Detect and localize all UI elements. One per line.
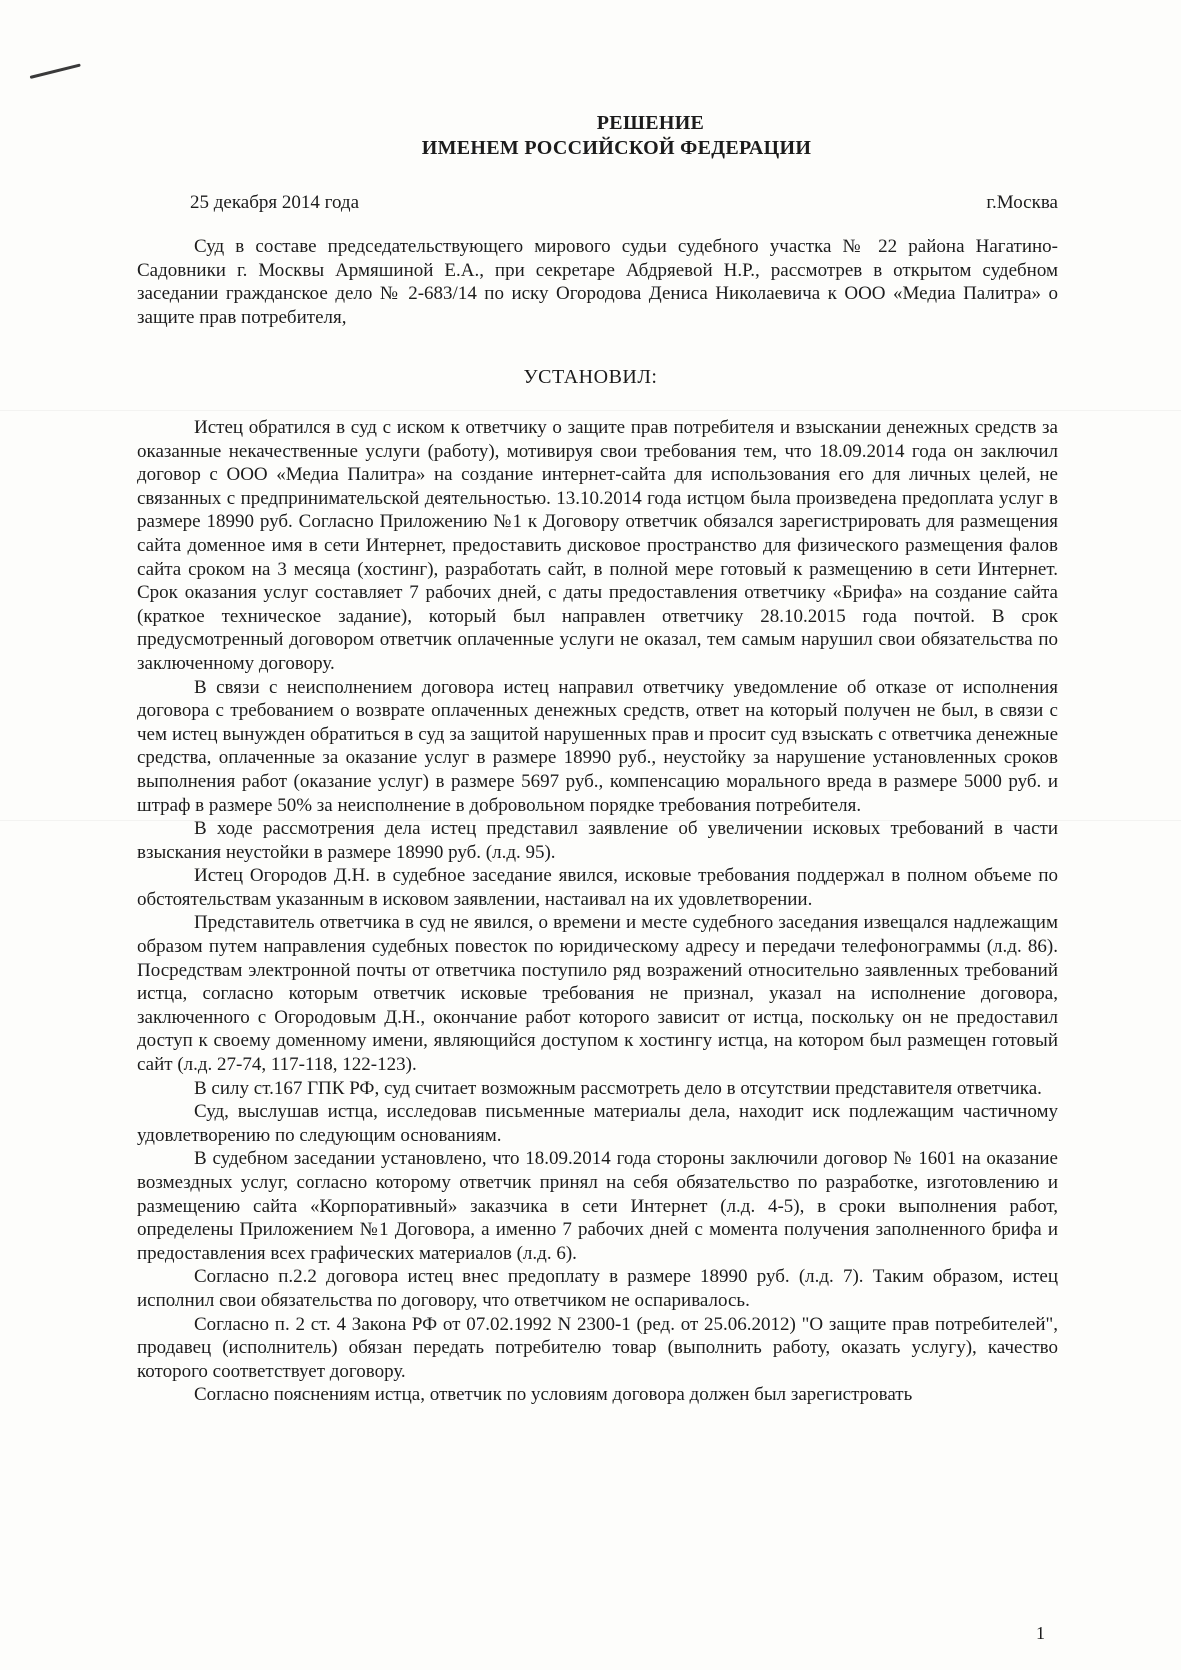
date-line <box>190 192 1058 214</box>
paragraph: Согласно п. 2 ст. 4 Закона РФ от 07.02.1992 N 2300-1 (ред. от 25.06.2012) "О защите прав потребителей", продавец (исполнитель) обязан передать потребителю товар (выполнить работу, оказать услугу), качество которого соответствует договору. <box>137 1313 1058 1382</box>
paragraph: Истец обратился в суд с иском к ответчику о защите прав потребителя и взыскании денежных средств за оказанные некачественные услуги (работу), мотивируя свои требования тем, что 18.09.2014 года он заключил договор с ООО «Медиа Палитра» на создание интернет-сайта для использования его для личных целей, не связанных с предпринимательской деятельностью. 13.10.2014 года истцом была произведена предоплата услуг в размере 18990 руб. Согласно Приложению №1 к Договору ответчик обязался зарегистрировать для размещения сайта доменное имя в сети Интернет, предоставить дисковое пространство для физического размещения фалов сайта сроком на 3 месяца (хостинг), разработать сайт, в полной мере готовый к размещению в сети Интернет. Срок оказания услуг составляет 7 рабочих дней, с даты предоставления ответчику «Брифа» на создание сайта (краткое техническое задание), который был направлен ответчику 28.10.2015 года почтой. В срок предусмотренный договором ответчик оплаченные услуги не оказал, тем самым нарушил свои обязательства по заключенному договору. <box>137 417 1058 674</box>
paragraph: Согласно п.2.2 договора истец внес предоплату в размере 18990 руб. (л.д. 7). Таким образом, истец исполнил свои обязательства по договору, что ответчиком не оспаривалось. <box>137 1266 1058 1311</box>
document-subtitle: ИМЕНЕМ РОССИЙСКОЙ ФЕДЕРАЦИИ <box>421 137 812 159</box>
paragraph: В силу ст.167 ГПК РФ, суд считает возможным рассмотреть дело в отсутствии представителя ответчика. <box>194 1077 1042 1099</box>
pen-mark <box>30 63 81 78</box>
paragraph: В ходе рассмотрения дела истец представил заявление об увеличении исковых требований в части взыскания неустойки в размере 18990 руб. (л.д. 95). <box>137 818 1058 863</box>
intro-paragraph: Суд в составе председательствующего мирового судьи судебного участка № 22 района Нагатино-Садовники г. Москвы Армяшиной Е.А., при секретаре Абдряевой Н.Р., рассмотрев в открытом судебном заседании гражданское дело № 2-683/14 по иску Огородова Дениса Николаевича к ООО «Медиа Палитра» о защите прав потребителя, <box>137 236 1058 328</box>
intro-block <box>137 235 1058 329</box>
paragraph: Согласно пояснениям истца, ответчик по условиям договора должен был зарегистровать <box>194 1384 913 1406</box>
paragraph: В связи с неисполнением договора истец направил ответчику уведомление об отказе от исполнения договора с требованием о возврате оплаченных денежных средств, ответ на который получен не был, в связи с чем истец вынужден обратиться в суд за защитой нарушенных прав и просит суд взыскать с ответчика денежные средства, оплаченные за оказание услуг в размере 18990 руб., неустойку за нарушение установленных сроков выполнения работ (оказание услуг) в размере 5697 руб., компенсацию морального вреда в размере 5000 руб. и штраф в размере 50% за неисполнение в добровольном порядке требования потребителя. <box>137 676 1058 816</box>
paragraph: Суд, выслушав истца, исследовав письменные материалы дела, находит иск подлежащим частичному удовлетворению по следующим основаниям. <box>137 1101 1058 1146</box>
document-date: 25 декабря 2014 года <box>190 192 360 213</box>
section-heading: УСТАНОВИЛ: <box>523 366 658 388</box>
page-number: 1 <box>1036 1623 1045 1643</box>
page-fold-line <box>0 410 1181 411</box>
document-city: г.Москва <box>986 192 1058 213</box>
main-text <box>137 416 1058 1407</box>
paragraph: В судебном заседании установлено, что 18.09.2014 года стороны заключили договор № 1601 на оказание возмездных услуг, согласно которому ответчик принял на себя обязательство по разработке, изготовлению и размещению сайта «Корпоративный» заказчика в сети Интернет (л.д. 4-5), в сроки выполнения работ, определены Приложением №1 Договора, а именно 7 рабочих дней с момента получения заполненного брифа и предоставления всех графических материалов (л.д. 6). <box>137 1148 1058 1264</box>
document-title: РЕШЕНИЕ <box>596 112 705 134</box>
paragraph: Истец Огородов Д.Н. в судебное заседание явился, исковые требования поддержал в полном объеме по обстоятельствам указанным в исковом заявлении, настаивал на их удовлетворении. <box>137 865 1058 910</box>
paragraph: Представитель ответчика в суд не явился, о времени и месте судебного заседания извещался надлежащим образом путем направления судебных повесток по юридическому адресу и передачи телефонограммы (л.д. 86). Посредствам электронной почты от ответчика поступило ряд возражений относительно заявленных требований истца, согласно которым ответчик исковые требования не признал, указал на исполнение договора, заключенного с Огородовым Д.Н., окончание работ которого зависит от истца, поскольку он не предоставил доступ к своему доменному имени, являющийся доступом к хостингу истца, на котором был размещен готовый сайт (л.д. 27-74, 117-118, 122-123). <box>137 912 1058 1076</box>
